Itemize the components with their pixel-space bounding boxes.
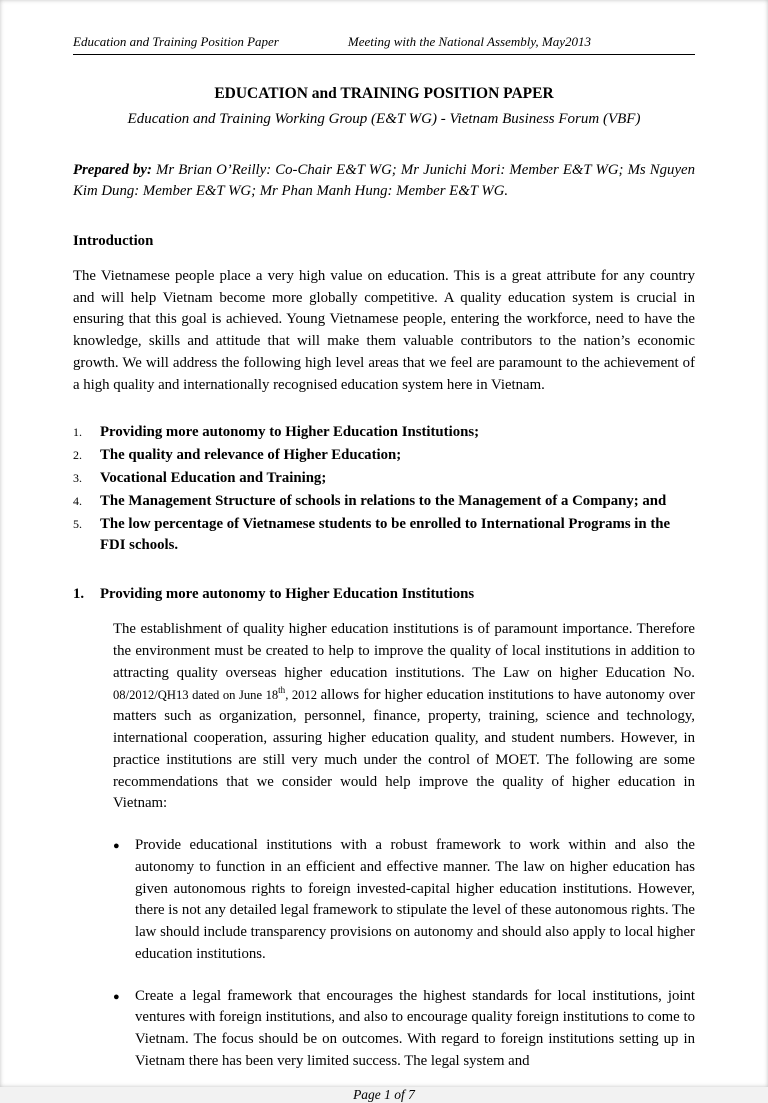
list-item [73, 491, 695, 512]
list-item [73, 468, 695, 489]
section1-heading [73, 586, 695, 603]
section-heading-text: Providing more autonomy to Higher Education Institutions [100, 586, 475, 603]
item-number: 4. [73, 494, 82, 509]
item-number: 1. [73, 425, 82, 440]
bullet-icon: ● [113, 990, 120, 1003]
prepared-by-label: Prepared by: [73, 162, 152, 178]
section1-paragraph [113, 619, 695, 815]
section-number: 1. [73, 586, 85, 603]
law-reference: 08/2012/QH13 dated on June 18 [113, 687, 279, 702]
law-reference-date: , 2012 [285, 687, 321, 702]
page-footer [73, 1073, 695, 1103]
header-right-title: Meeting with the National Assembly, May2013 [347, 34, 591, 49]
item-text: The low percentage of Vietnamese students to be enrolled to International Programs in the FDI schools. [100, 516, 671, 554]
bullet-item [113, 835, 695, 966]
list-item [73, 445, 695, 466]
item-text: The Management Structure of schools in relations to the Management of a Company; and [100, 493, 667, 510]
section1-paragraph-part1: The establishment of quality higher education institutions is of paramount importance. Therefore the environment must be created to help to improve the quality of local institutions in addition to attracting quality overseas higher education institutions. The Law on higher Education No. [113, 621, 695, 681]
bullet-item [113, 986, 695, 1073]
prepared-by-text: Mr Brian O’Reilly: Co-Chair E&T WG; Mr Junichi Mori: Member E&T WG; Ms Nguyen Kim Dung: Member E&T WG; Mr Phan Manh Hung: Member E&T WG. [73, 162, 695, 200]
list-item [73, 422, 695, 443]
superscript-th: th [278, 684, 286, 695]
document-title: EDUCATION and TRAINING POSITION PAPER [214, 85, 554, 102]
introduction-paragraph: The Vietnamese people place a very high value on education. This is a great attribute for any country and will help Vietnam become more globally competitive. A quality education system is crucial in ensuring that this goal is achieved. Young Vietnamese people, entering the workforce, need to have the knowledge, skills and attitude that will make them valuable contributors to the nation’s economic growth. We will address the following high level areas that we feel are paramount to the achievement of a high quality and internationally recognised education system here in Vietnam. [73, 267, 695, 393]
header-left-title: Education and Training Position Paper [73, 34, 279, 49]
item-number: 3. [73, 471, 82, 486]
key-areas-list [73, 420, 695, 556]
bullet-icon: ● [113, 840, 120, 853]
document-subtitle: Education and Training Working Group (E&T WG) - Vietnam Business Forum (VBF) [127, 111, 641, 127]
item-text: Vocational Education and Training; [100, 470, 327, 487]
item-text: The quality and relevance of Higher Education; [100, 447, 402, 464]
bullet-list [113, 815, 695, 1073]
title-block [73, 85, 695, 128]
introduction-heading: Introduction [73, 232, 154, 249]
bullet-text: Create a legal framework that encourages the highest standards for local institutions, joint ventures with foreign institutions, and also to encourage quality foreign institutions to come to Vietnam. The focus should be on outcomes. With regard to foreign institutions setting up in Vietnam there has been very limited success. The legal system and [135, 987, 695, 1069]
item-text: Providing more autonomy to Higher Education Institutions; [100, 424, 480, 441]
section1-paragraph-part2: allows for higher education institutions to have autonomy over matters such as organization, personnel, finance, property, training, science and technology, international cooperation, assuring higher education quality, and student numbers. However, in practice institutions are still very much under the control of MOET. The following are some recommendations that we consider would help improve the quality of higher education in Vietnam: [113, 686, 695, 812]
item-number: 5. [73, 517, 82, 532]
bullet-text: Provide educational institutions with a robust framework to work within and also the autonomy to function in an efficient and effective manner. The law on higher education has given autonomous rights to foreign invested-capital higher education institutions. However, there is not any detailed legal framework to stipulate the level of these autonomous rights. The law should include transparency provisions on autonomy and should also apply to local higher education institutions. [135, 837, 695, 962]
page-header [73, 34, 695, 55]
prepared-by [73, 160, 695, 203]
page-number: Page 1 of 7 [353, 1086, 415, 1102]
item-number: 2. [73, 448, 82, 463]
list-item [73, 514, 695, 556]
